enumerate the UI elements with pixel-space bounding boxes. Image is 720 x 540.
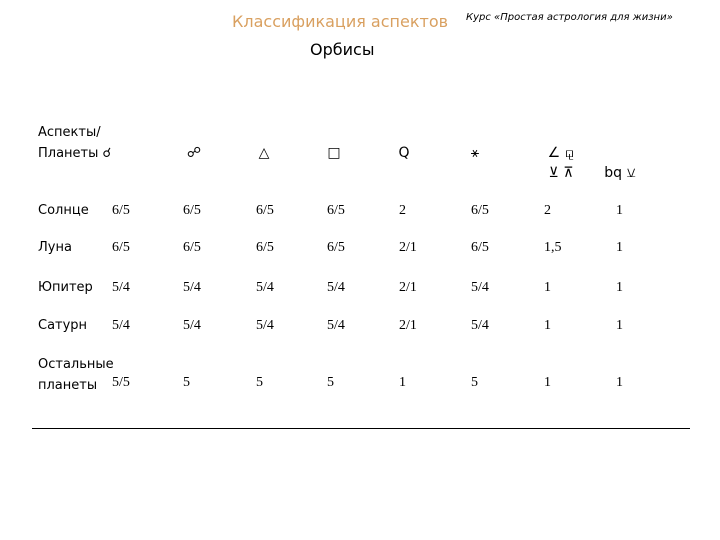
- table-cell: 1: [616, 280, 623, 295]
- table-cell: 6/5: [327, 240, 345, 255]
- table-cell: 5: [256, 375, 263, 390]
- table-cell: 5/4: [327, 318, 345, 333]
- table-cell: 1: [544, 318, 551, 333]
- table-cell: 1: [616, 203, 623, 218]
- row-label-other-line1: Остальные: [38, 357, 114, 372]
- page-title: Классификация аспектов: [232, 12, 449, 31]
- table-cell: 5/4: [183, 280, 201, 295]
- table-cell: 5/4: [471, 280, 489, 295]
- row-label-jupiter: Юпитер: [38, 280, 93, 295]
- table-cell: 1,5: [544, 240, 562, 255]
- table-cell: 6/5: [256, 203, 274, 218]
- row-label-other-line2: планеты: [38, 378, 98, 393]
- table-cell: 2: [544, 203, 551, 218]
- col-header-square: □: [327, 145, 341, 161]
- table-cell: 1: [544, 375, 551, 390]
- table-cell: 5/4: [471, 318, 489, 333]
- table-cell: 6/5: [471, 240, 489, 255]
- table-cell: 5: [183, 375, 190, 390]
- bottom-rule: [32, 428, 690, 429]
- page-subtitle: Орбисы: [310, 40, 375, 59]
- table-cell: 1: [399, 375, 406, 390]
- row-label-moon: Луна: [38, 240, 72, 255]
- table-cell: 5: [327, 375, 334, 390]
- col-header-semisquare-quincunx: [536, 143, 586, 183]
- corner-label-aspects: Аспекты/: [38, 125, 101, 140]
- table-cell: 5/4: [327, 280, 345, 295]
- corner-label-planets: Планеты: [38, 146, 99, 161]
- course-caption: Курс «Простая астрология для жизни»: [466, 12, 673, 23]
- table-cell: 5/4: [112, 280, 130, 295]
- semisextile-quincunx-symbols: ⊻ ⊼: [548, 165, 574, 181]
- table-cell: 1: [544, 280, 551, 295]
- table-cell: 2/1: [399, 318, 417, 333]
- table-cell: 5/4: [183, 318, 201, 333]
- col-header-opposition: ☍: [186, 145, 202, 161]
- col-header-quintile: Q: [398, 145, 410, 161]
- table-cell: 6/5: [112, 240, 130, 255]
- table-cell: 6/5: [112, 203, 130, 218]
- table-cell: 6/5: [256, 240, 274, 255]
- row-label-sun: Солнце: [38, 203, 89, 218]
- table-cell: 6/5: [183, 240, 201, 255]
- table-cell: 2: [399, 203, 406, 218]
- table-cell: 5/5: [112, 375, 130, 390]
- table-cell: 6/5: [327, 203, 345, 218]
- col-header-biquintile-semisextile: bq ⚺: [604, 165, 636, 181]
- semisquare-sesquiquadrate-symbols: ∠ ⚼: [547, 145, 575, 161]
- row-label-saturn: Сатурн: [38, 318, 88, 333]
- table-cell: 5: [471, 375, 478, 390]
- table-cell: 5/4: [256, 280, 274, 295]
- table-corner-header: [38, 122, 128, 164]
- table-cell: 5/4: [112, 318, 130, 333]
- table-cell: 5/4: [256, 318, 274, 333]
- table-cell: 2/1: [399, 240, 417, 255]
- table-cell: 1: [616, 318, 623, 333]
- conjunction-symbol: ☌: [102, 146, 112, 161]
- col-header-trine: △: [258, 145, 270, 161]
- table-cell: 1: [616, 375, 623, 390]
- col-header-sextile: ⚹: [470, 145, 480, 161]
- table-cell: 6/5: [471, 203, 489, 218]
- table-cell: 1: [616, 240, 623, 255]
- table-cell: 6/5: [183, 203, 201, 218]
- table-cell: 2/1: [399, 280, 417, 295]
